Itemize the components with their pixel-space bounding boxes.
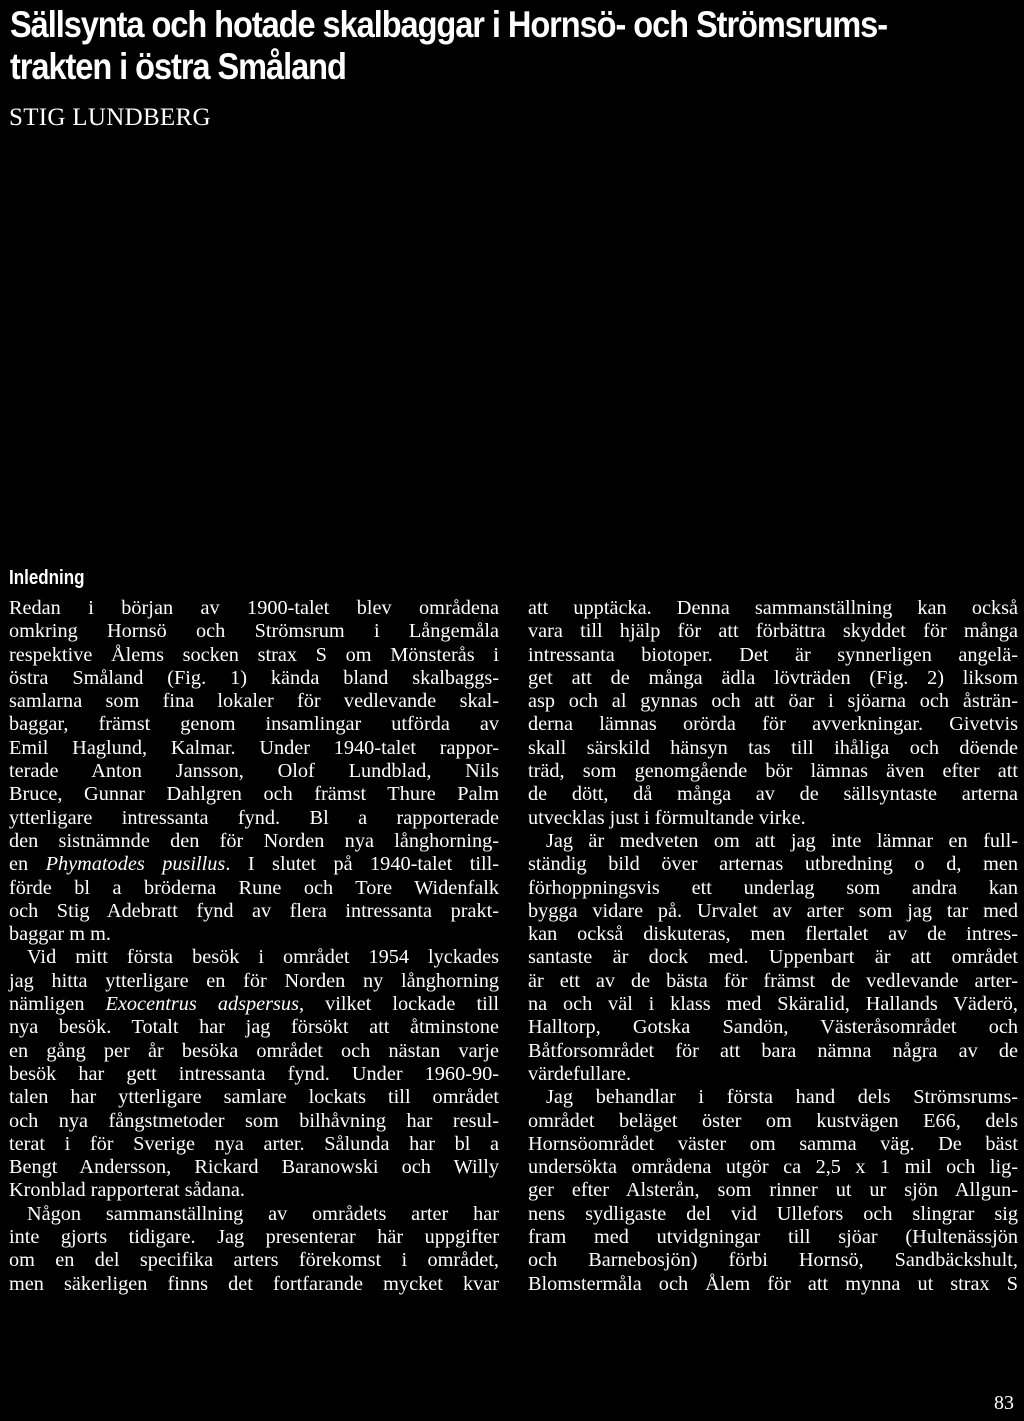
text-line: get att de många ädla lövträden (Fig. 2) liksom (528, 666, 1018, 689)
text-line: träd, som genomgående bör lämnas även efter att (528, 760, 1018, 783)
text-line: och nya fångstmetoder som bilhåvning har resul- (9, 1109, 499, 1132)
text-line: samlarna som fina lokaler för vedlevande skal- (9, 690, 499, 713)
text-line: skall särskild hänsyn tas till ihåliga och döende (528, 736, 1018, 759)
right-column (528, 597, 1018, 1296)
text-line: och Barnebosjön) förbi Hornsö, Sandbäckshult, (528, 1249, 1018, 1272)
text-line: intressanta biotoper. Det är synnerligen angelä- (528, 643, 1018, 666)
text-line: men säkerligen finns det fortfarande mycket kvar (9, 1272, 499, 1295)
text-line: na och väl i klass med Skäralid, Hallands Väderö, (528, 993, 1018, 1016)
text-line: ständig bild över arternas utbredning o d, men (528, 853, 1018, 876)
author-name: STIG LUNDBERG (9, 104, 211, 131)
text-line: utvecklas just i förmultande virke. (528, 806, 806, 829)
text-line: Emil Haglund, Kalmar. Under 1940-talet rappor- (9, 736, 499, 759)
page-number: 83 (994, 1392, 1014, 1414)
article-title (10, 4, 888, 88)
text-line: bygga vidare på. Urvalet av arter som jag tar med (528, 899, 1018, 922)
text-line: Bruce, Gunnar Dahlgren och främst Thure Palm (9, 783, 499, 806)
text-line: Redan i början av 1900-talet blev områdena (9, 597, 499, 619)
text-line: terade Anton Jansson, Olof Lundblad, Nils (9, 760, 499, 783)
text-line (9, 853, 499, 876)
text-line: Halltorp, Gotska Sandön, Västeråsområdet och (528, 1016, 1018, 1039)
text-line: asp och al gynnas och att öar i sjöarna och åsträn- (528, 690, 1018, 713)
text-line: förde bl a bröderna Rune och Tore Widenfalk (9, 876, 499, 899)
text-line: de dött, då många av de sällsyntaste arterna (528, 783, 1018, 806)
text-fragment: en (9, 853, 46, 876)
text-line: värdefullare. (528, 1062, 632, 1085)
left-column (9, 597, 499, 1296)
text-line: Vid mitt första besök i området 1954 lyckades (27, 946, 499, 969)
text-line: baggar, främst genom insamlingar utförda av (9, 713, 499, 736)
text-line: Bengt Andersson, Rickard Baranowski och Willy (9, 1156, 499, 1179)
species-name: Exocentrus adspersus (105, 993, 299, 1016)
left-paragraph-2 (9, 946, 499, 1202)
text-line: Båtforsområdet för att bara nämna några av de (528, 1039, 1018, 1062)
text-line: ytterligare intressanta fynd. Bl a rapporterade (9, 806, 499, 829)
text-fragment: nämligen (9, 993, 106, 1016)
text-line: besök har gett intressanta fynd. Under 1960-90- (9, 1062, 499, 1085)
text-line: Kronblad rapporterat sådana. (9, 1179, 245, 1202)
text-line: ger efter Alsterån, som rinner ut ur sjön Allgun- (528, 1179, 1018, 1202)
text-line: santaste är dock med. Uppenbart är att området (528, 946, 1018, 969)
section-heading: Inledning (9, 567, 85, 589)
text-line: att upptäcka. Denna sammanställning kan också (528, 597, 1018, 619)
text-line: kan också diskuteras, men flertalet av de intres- (528, 923, 1018, 946)
text-line: inte gjorts tidigare. Jag presenterar här uppgifter (9, 1226, 499, 1249)
text-fragment: , vilket lockade till (298, 993, 499, 1016)
text-line: terat i för Sverige nya arter. Sålunda har bl a (9, 1132, 499, 1155)
species-name: Phymatodes pusillus (45, 853, 226, 876)
text-line: derna lämnas orörda för avverkningar. Givetvis (528, 713, 1018, 736)
title-line-2: trakten i östra Småland (10, 46, 346, 87)
text-line (9, 993, 499, 1016)
left-paragraph-1 (9, 597, 499, 946)
text-line: baggar m m. (9, 923, 111, 946)
right-paragraph-2 (528, 830, 1018, 1086)
text-line: Någon sammanställning av områdets arter har (27, 1202, 499, 1225)
left-paragraph-3 (9, 1203, 499, 1296)
text-line: Jag behandlar i första hand dels Strömsrums- (546, 1086, 1018, 1109)
text-line: vara till hjälp för att förbättra skyddet för många (528, 620, 1018, 643)
text-line: den sistnämnde den för Norden nya långhorning- (9, 829, 499, 852)
text-line: östra Småland (Fig. 1) kända bland skalbaggs- (9, 666, 499, 689)
text-line: talen har ytterligare samlare lockats till området (9, 1086, 499, 1109)
text-line: fram med utvidgningar till sjöar (Hultenässjön (528, 1226, 1018, 1249)
text-line: och Stig Adebratt fynd av flera intressanta prakt- (9, 899, 499, 922)
text-line: förhoppningsvis ett underlag som andra kan (528, 876, 1018, 899)
text-line: jag hitta ytterligare en för Norden ny långhorning (9, 969, 499, 992)
text-line: nens sydligaste del vid Ullefors och slingrar sig (528, 1202, 1018, 1225)
text-line: undersökta områdena utgör ca 2,5 x 1 mil och lig- (528, 1156, 1018, 1179)
text-line: området beläget öster om kustvägen E66, dels (528, 1109, 1018, 1132)
text-line: nya besök. Totalt har jag försökt att åtminstone (9, 1016, 499, 1039)
text-line: Jag är medveten om att jag inte lämnar en full- (546, 829, 1018, 852)
right-paragraph-1 (528, 597, 1018, 830)
text-fragment: . I slutet på 1940-talet till- (225, 853, 500, 876)
title-line-1: Sällsynta och hotade skalbaggar i Hornsö- och Strömsrums- (10, 4, 888, 45)
text-line: respektive Ålems socken strax S om Mönsterås i (9, 643, 499, 666)
text-line: är ett av de bästa för främst de vedlevande arter- (528, 969, 1018, 992)
right-paragraph-3 (528, 1086, 1018, 1296)
text-line: om en del specifika arters förekomst i området, (9, 1249, 499, 1272)
text-line: omkring Hornsö och Strömsrum i Långemåla (9, 620, 499, 643)
text-line: Blomstermåla och Ålem för att mynna ut strax S (528, 1272, 1018, 1295)
text-line: Hornsöområdet väster om samma väg. De bäst (528, 1132, 1018, 1155)
text-line: en gång per år besöka området och nästan varje (9, 1039, 499, 1062)
